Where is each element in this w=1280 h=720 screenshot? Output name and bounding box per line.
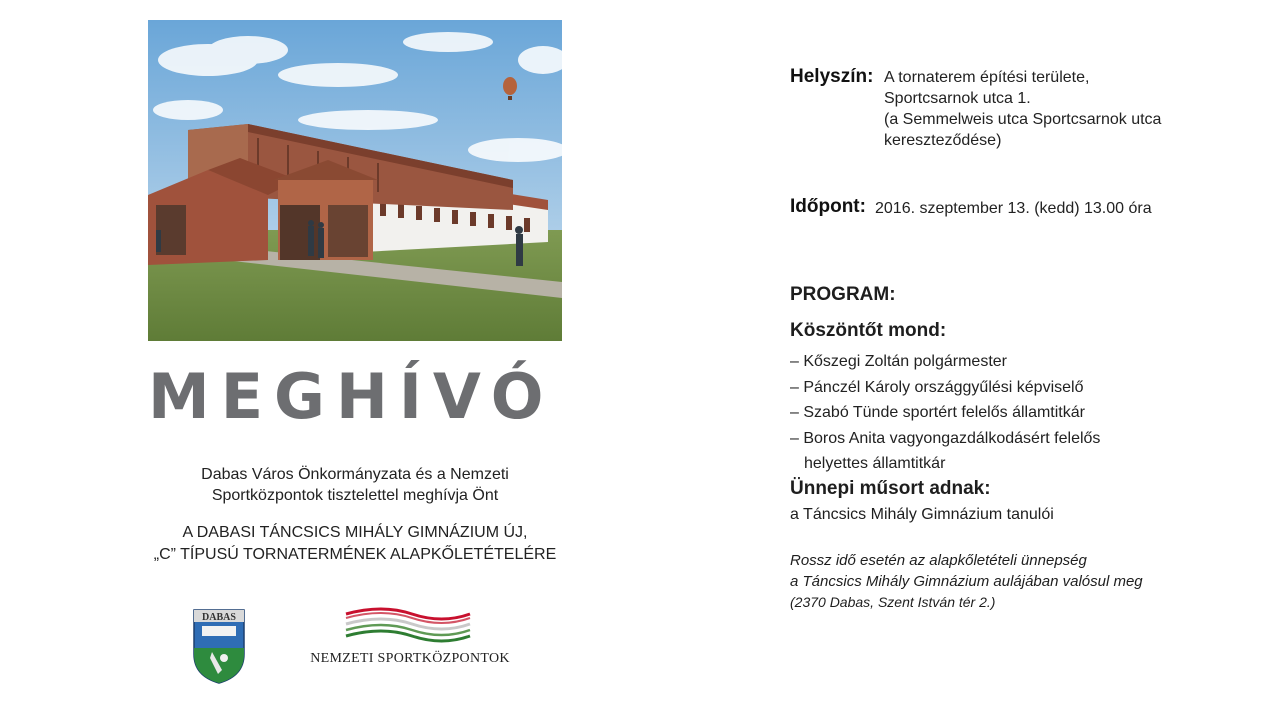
hero-image: [148, 20, 562, 341]
intro-line-2: Sportközpontok tisztelettel meghívja Önt: [211, 487, 499, 504]
gym-rendering: [148, 20, 562, 341]
speaker-item: – Szabó Tünde sportért felelős államtitkár: [790, 404, 1085, 421]
nsk-name: NEMZETI SPORTKÖZPONTOK: [310, 651, 510, 666]
speaker-list: [790, 349, 1170, 477]
speaker-item: – Boros Anita vagyongazdálkodásért felelős: [790, 429, 1101, 447]
invitation-title: MEGHÍVÓ: [148, 360, 555, 433]
event-line-2: „C” TÍPUSÚ TORNATERMÉNEK ALAPKŐLETÉTELÉRE: [153, 546, 557, 563]
event-line-1: A DABASI TÁNCSICS MIHÁLY GIMNÁZIUM ÚJ,: [182, 524, 528, 541]
location-line: kereszteződése): [884, 132, 1002, 149]
location-line: A tornaterem építési területe,: [884, 69, 1090, 86]
location-block: [884, 67, 1214, 151]
performers: a Táncsics Mihály Gimnázium tanulói: [790, 506, 1054, 523]
program-heading: PROGRAM:: [790, 284, 896, 305]
nsk-ribbon-icon: [342, 606, 474, 646]
dabas-crest-icon: [192, 608, 246, 684]
location-line: Sportcsarnok utca 1.: [884, 90, 1031, 107]
speaker-item: – Pánczél Károly országgyűlési képviselő: [790, 378, 1084, 396]
weather-note: [790, 550, 1210, 613]
location-label: Helyszín:: [790, 66, 874, 87]
intro-line-1: Dabas Város Önkormányzata és a Nemzeti: [201, 466, 509, 483]
note-address: (2370 Dabas, Szent István tér 2.): [790, 594, 996, 610]
crest-text: DABAS: [202, 612, 236, 623]
time-label: Időpont:: [790, 196, 866, 217]
greeting-heading: Köszöntőt mond:: [790, 320, 947, 341]
performance-heading: Ünnepi műsort adnak:: [790, 478, 991, 499]
note-line-2: a Táncsics Mihály Gimnázium aulájában valósul meg: [790, 573, 1143, 590]
location-line: (a Semmelweis utca Sportcsarnok utca: [884, 111, 1162, 128]
speaker-item: – Kőszegi Zoltán polgármester: [790, 353, 1007, 370]
time-value: 2016. szeptember 13. (kedd) 13.00 óra: [875, 200, 1152, 217]
note-line-1: Rossz idő esetén az alapkőletételi ünnepség: [790, 552, 1087, 569]
speaker-item-continuation: helyettes államtitkár: [804, 455, 946, 472]
